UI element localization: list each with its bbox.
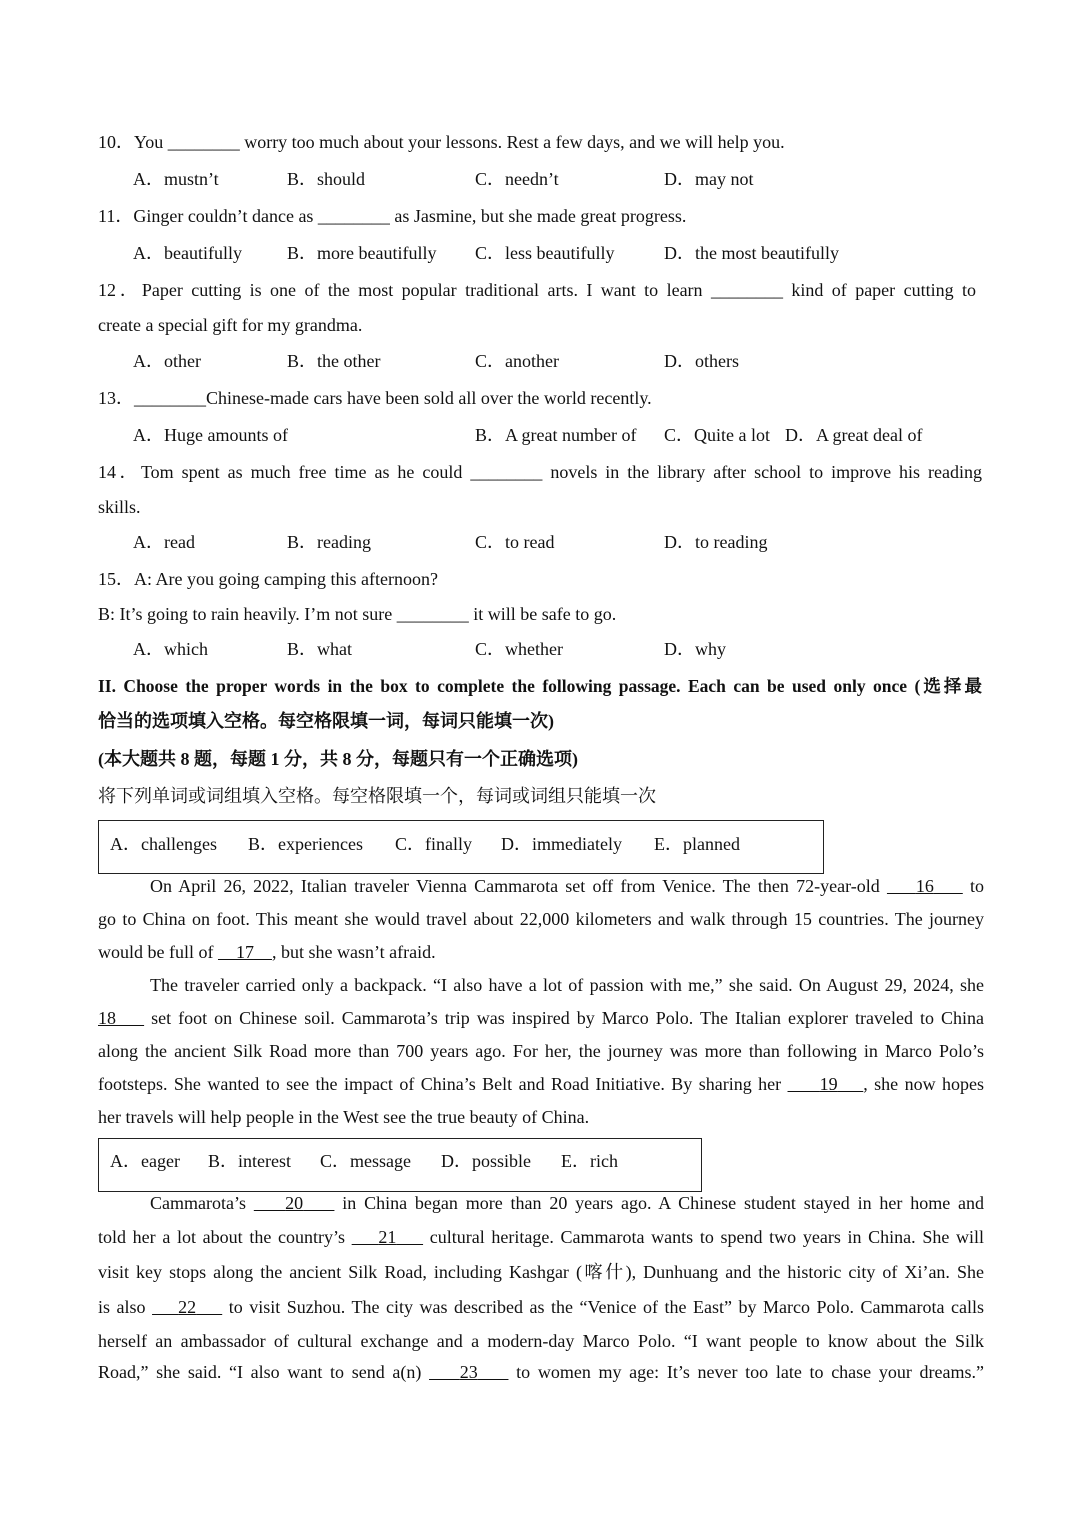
section-2-instruction: 将下列单词或词组填入空格。每空格限填一个，每词或词组只能填一次 <box>98 786 656 806</box>
blank-17: 17 <box>235 942 254 962</box>
passage-line: 18 set foot on Chinese soil. Cammarota’s trip was inspired by Marco Polo. The Italian explorer traveled to China <box>98 1008 984 1028</box>
blank-16: 16 <box>915 876 934 896</box>
blank-19: 19 <box>819 1074 838 1094</box>
question-11: 11．Ginger couldn’t dance as ________ as Jasmine, but she made great progress. <box>98 206 687 226</box>
q12-option-c: C．another <box>475 351 559 371</box>
box2-word-b: B．interest <box>208 1151 291 1171</box>
question-14-line-1: 14．Tom spent as much free time as he could ________ novels in the library after school to improve his reading <box>98 462 982 482</box>
box2-word-d: D．possible <box>441 1151 531 1171</box>
blank-22: 22 <box>178 1297 197 1317</box>
q10-option-c: C．needn’t <box>475 169 559 189</box>
passage-line: Road,” she said. “I also want to send a(n) 23 to women my age: It’s never too late to chase your dreams.” <box>98 1362 984 1382</box>
q13-option-c: C．Quite a lot <box>664 425 770 445</box>
q14-option-d: D．to reading <box>664 532 768 552</box>
passage-line: her travels will help people in the West see the true beauty of China. <box>98 1107 590 1127</box>
question-12-line-2: create a special gift for my grandma. <box>98 315 363 335</box>
box1-word-a: A．challenges <box>110 834 217 854</box>
section-2-heading-line-3: (本大题共 8 题，每题 1 分，共 8 分，每题只有一个正确选项) <box>98 749 578 769</box>
section-2-heading-line-2: 恰当的选项填入空格。每空格限填一词，每词只能填一次) <box>98 711 554 731</box>
passage-line: On April 26, 2022, Italian traveler Vienna Cammarota set off from Venice. The then 72-year-old 16 to <box>150 876 985 896</box>
q10-option-d: D．may not <box>664 169 754 189</box>
q13-option-b: B．A great number of <box>475 425 637 445</box>
blank-18: 18 <box>98 1008 116 1028</box>
passage-line: visit key stops along the ancient Silk Road, including Kashgar (喀什), Dunhuang and the historic city of Xi’an. She <box>98 1262 984 1282</box>
q15-option-b: B．what <box>287 639 352 659</box>
question-14-line-2: skills. <box>98 497 141 517</box>
question-10: 10．You ________ worry too much about your lessons. Rest a few days, and we will help you. <box>98 132 785 152</box>
blank-20: 20 <box>285 1193 304 1213</box>
passage-line: is also 22 to visit Suzhou. The city was described as the “Venice of the East” by Marco Polo. Cammarota calls <box>98 1297 985 1317</box>
box1-word-c: C．finally <box>395 834 472 854</box>
q10-option-b: B．should <box>287 169 366 189</box>
q15-option-d: D．why <box>664 639 726 659</box>
q13-option-a: A．Huge amounts of <box>133 425 288 445</box>
question-13: 13．________Chinese-made cars have been sold all over the world recently. <box>98 388 652 408</box>
q12-option-b: B．the other <box>287 351 381 371</box>
box1-word-b: B．experiences <box>248 834 363 854</box>
passage-line: told her a lot about the country’s 21 cultural heritage. Cammarota wants to spend two years in China. She will <box>98 1227 985 1247</box>
box1-word-d: D．immediately <box>501 834 622 854</box>
section-2-heading-line-1: II. Choose the proper words in the box to complete the following passage. Each can be used only once (选择最 <box>98 676 982 696</box>
box2-word-c: C．message <box>320 1151 411 1171</box>
passage-line: Cammarota’s 20 in China began more than 20 years ago. A Chinese student stayed in her home and <box>150 1193 985 1213</box>
q11-option-c: C．less beautifully <box>475 243 615 263</box>
passage-line: herself an ambassador of cultural exchange and a modern-day Marco Polo. “I want people to know about the Silk <box>98 1331 984 1351</box>
box2-word-a: A．eager <box>110 1151 180 1171</box>
q15-option-a: A．which <box>133 639 208 659</box>
passage-line: The traveler carried only a backpack. “I also have a lot of passion with me,” she said. On August 29, 2024, she <box>150 975 984 995</box>
q11-option-a: A．beautifully <box>133 243 242 263</box>
question-15-line-1: 15．A: Are you going camping this afternoon? <box>98 569 438 589</box>
passage-line: would be full of 17 , but she wasn’t afraid. <box>98 942 436 962</box>
q11-option-d: D．the most beautifully <box>664 243 839 263</box>
q11-option-b: B．more beautifully <box>287 243 437 263</box>
q14-option-c: C．to read <box>475 532 555 552</box>
q14-option-b: B．reading <box>287 532 371 552</box>
q12-option-a: A．other <box>133 351 201 371</box>
q13-option-d: D．A great deal of <box>785 425 923 445</box>
q12-option-d: D．others <box>664 351 739 371</box>
box2-word-e: E．rich <box>561 1151 618 1171</box>
question-15-line-2: B: It’s going to rain heavily. I’m not sure ________ it will be safe to go. <box>98 604 617 624</box>
passage-line: along the ancient Silk Road more than 700 years ago. For her, the journey was more than following in Marco Polo’s <box>98 1041 984 1061</box>
question-12-line-1: 12．Paper cutting is one of the most popular traditional arts. I want to learn ________ kind of paper cutting to <box>98 280 976 300</box>
q14-option-a: A．read <box>133 532 195 552</box>
box1-word-e: E．planned <box>654 834 740 854</box>
blank-21: 21 <box>378 1227 397 1247</box>
passage-line: go to China on foot. This meant she would travel about 22,000 kilometers and walk through 15 countries. The journey <box>98 909 984 929</box>
q15-option-c: C．whether <box>475 639 563 659</box>
passage-line: footsteps. She wanted to see the impact of China’s Belt and Road Initiative. By sharing her 19 , she now hopes <box>98 1074 984 1094</box>
blank-23: 23 <box>459 1362 478 1382</box>
q10-option-a: A．mustn’t <box>133 169 219 189</box>
